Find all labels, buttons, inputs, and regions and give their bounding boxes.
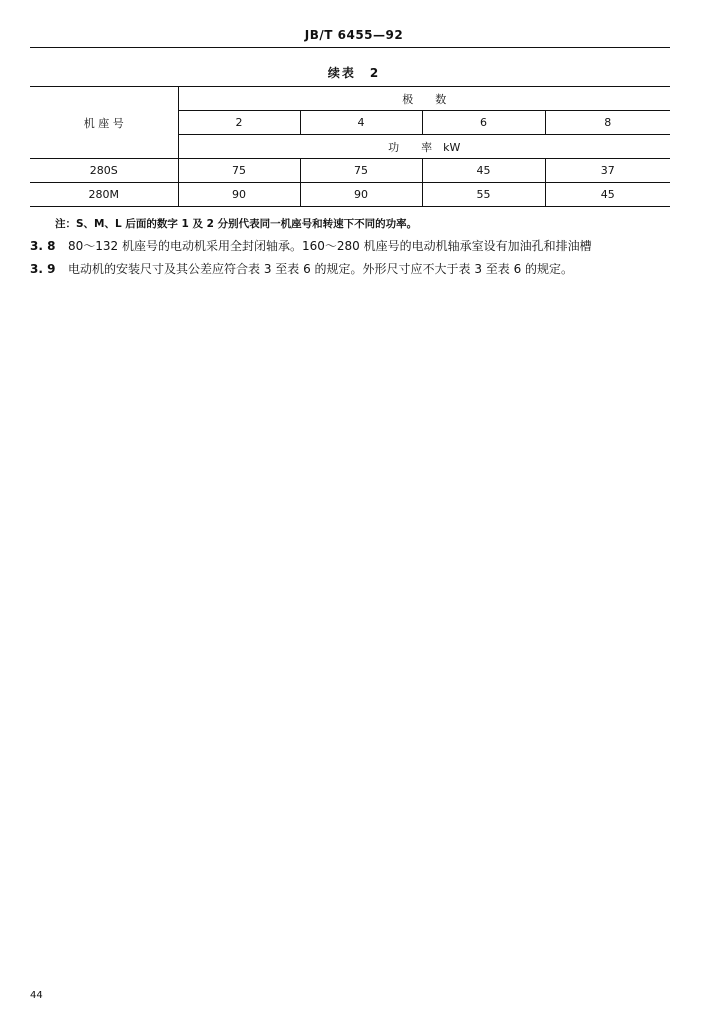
pole-value-cell: 8 [545, 111, 670, 135]
power-cell: 37 [545, 159, 670, 183]
frame-cell: 280S [30, 159, 178, 183]
clause-3-9 [30, 260, 573, 277]
power-cell: 90 [300, 183, 422, 207]
power-cell: 90 [178, 183, 300, 207]
table-row [30, 183, 670, 207]
table-caption: 续表 2 [327, 66, 381, 80]
power-header: 功 率 kW [178, 135, 670, 159]
power-cell: 75 [178, 159, 300, 183]
table-row [30, 159, 670, 183]
clause-number: 3. 9 [30, 262, 56, 276]
power-table [30, 86, 670, 207]
power-cell: 45 [545, 183, 670, 207]
poles-header: 极 数 [178, 87, 670, 111]
frame-cell: 280M [30, 183, 178, 207]
clause-text: 电动机的安装尺寸及其公差应符合表 3 至表 6 的规定。外形尺寸应不大于表 3 至表 6 的规定。 [68, 262, 574, 276]
table-note: 注：S、M、L 后面的数字 1 及 2 分别代表同一机座号和转速下不同的功率。 [55, 218, 418, 230]
power-cell: 45 [422, 159, 545, 183]
page-number: 44 [30, 990, 43, 1001]
pole-value-cell: 4 [300, 111, 422, 135]
pole-value-cell: 2 [178, 111, 300, 135]
pole-value-cell: 6 [422, 111, 545, 135]
table-header-row [30, 87, 670, 111]
power-cell: 55 [422, 183, 545, 207]
clause-text: 80～132 机座号的电动机采用全封闭轴承。160～280 机座号的电动机轴承室设有加油孔和排油槽 [68, 239, 592, 253]
clause-number: 3. 8 [30, 239, 56, 253]
frame-header: 机 座 号 [30, 87, 178, 159]
power-cell: 75 [300, 159, 422, 183]
header-rule [30, 47, 670, 48]
standard-number: JB/T 6455—92 [304, 28, 404, 42]
clause-3-8 [30, 237, 592, 254]
